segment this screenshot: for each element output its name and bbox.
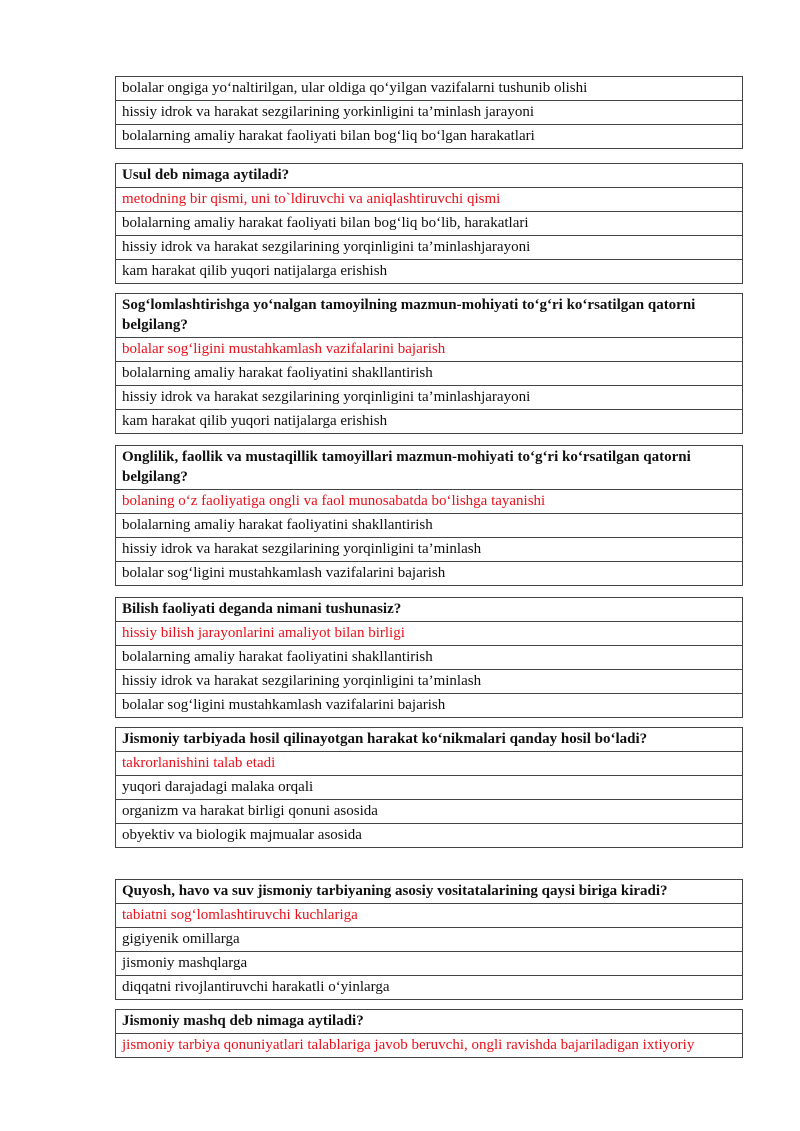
- option-3: hissiy idrok va harakat sezgilarining yorqinligini ta’minlash: [116, 538, 743, 562]
- option-3: organizm va harakat birligi qonuni asosida: [116, 800, 743, 824]
- option-3: bolalarning amaliy harakat faoliyati bilan bog‘liq bo‘lgan harakatlari: [116, 125, 743, 149]
- correct-answer: metodning bir qismi, uni to`ldiruvchi va aniqlashtiruvchi qismi: [116, 188, 743, 212]
- question-block-7: [115, 879, 743, 1000]
- option-3: hissiy idrok va harakat sezgilarining yorqinligini ta’minlash: [116, 670, 743, 694]
- correct-answer: bolalar sog‘ligini mustahkamlash vazifalarini bajarish: [116, 338, 743, 362]
- question-block-6: [115, 727, 743, 848]
- option-2: yuqori darajadagi malaka orqali: [116, 776, 743, 800]
- option-2: gigiyenik omillarga: [116, 928, 743, 952]
- option-4: kam harakat qilib yuqori natijalarga erishish: [116, 410, 743, 434]
- question-text: Jismoniy tarbiyada hosil qilinayotgan harakat ko‘nikmalari qanday hosil bo‘ladi?: [116, 728, 743, 752]
- option-2: hissiy idrok va harakat sezgilarining yorkinligini ta’minlash jarayoni: [116, 101, 743, 125]
- question-text: Usul deb nimaga aytiladi?: [116, 164, 743, 188]
- correct-answer: jismoniy tarbiya qonuniyatlari talablariga javob beruvchi, ongli ravishda bajariladigan ixtiyoriy: [116, 1034, 743, 1058]
- question-text: Jismoniy mashq deb nimaga aytiladi?: [116, 1010, 743, 1034]
- option-2: bolalarning amaliy harakat faoliyatini shakllantirish: [116, 514, 743, 538]
- question-block-2: [115, 163, 743, 284]
- question-block-3: [115, 293, 743, 434]
- question-text: Quyosh, havo va suv jismoniy tarbiyaning asosiy vositatalarining qaysi biriga kiradi?: [116, 880, 743, 904]
- option-3: jismoniy mashqlarga: [116, 952, 743, 976]
- option-4: diqqatni rivojlantiruvchi harakatli o‘yinlarga: [116, 976, 743, 1000]
- option-4: obyektiv va biologik majmualar asosida: [116, 824, 743, 848]
- option-2: bolalarning amaliy harakat faoliyatini shakllantirish: [116, 362, 743, 386]
- question-block-8: [115, 1009, 743, 1058]
- correct-answer: bolaning o‘z faoliyatiga ongli va faol munosabatda bo‘lishga tayanishi: [116, 490, 743, 514]
- option-1: bolalar ongiga yo‘naltirilgan, ular oldiga qo‘yilgan vazifalarni tushunib olishi: [116, 77, 743, 101]
- question-block-5: [115, 597, 743, 718]
- option-3: hissiy idrok va harakat sezgilarining yorqinligini ta’minlashjarayoni: [116, 386, 743, 410]
- correct-answer: tabiatni sog‘lomlashtiruvchi kuchlariga: [116, 904, 743, 928]
- question-block-1: [115, 76, 743, 149]
- option-4: bolalar sog‘ligini mustahkamlash vazifalarini bajarish: [116, 694, 743, 718]
- correct-answer: takrorlanishini talab etadi: [116, 752, 743, 776]
- correct-answer: hissiy bilish jarayonlarini amaliyot bilan birligi: [116, 622, 743, 646]
- option-2: bolalarning amaliy harakat faoliyatini shakllantirish: [116, 646, 743, 670]
- option-3: hissiy idrok va harakat sezgilarining yorqinligini ta’minlashjarayoni: [116, 236, 743, 260]
- question-block-4: [115, 445, 743, 586]
- option-4: kam harakat qilib yuqori natijalarga erishish: [116, 260, 743, 284]
- question-text: Onglilik, faollik va mustaqillik tamoyillari mazmun-mohiyati to‘g‘ri ko‘rsatilgan qatorni belgilang?: [116, 446, 743, 490]
- question-text: Sog‘lomlashtirishga yo‘nalgan tamoyilning mazmun-mohiyati to‘g‘ri ko‘rsatilgan qatorni belgilang?: [116, 294, 743, 338]
- option-2: bolalarning amaliy harakat faoliyati bilan bog‘liq bo‘lib, harakatlari: [116, 212, 743, 236]
- question-text: Bilish faoliyati deganda nimani tushunasiz?: [116, 598, 743, 622]
- option-4: bolalar sog‘ligini mustahkamlash vazifalarini bajarish: [116, 562, 743, 586]
